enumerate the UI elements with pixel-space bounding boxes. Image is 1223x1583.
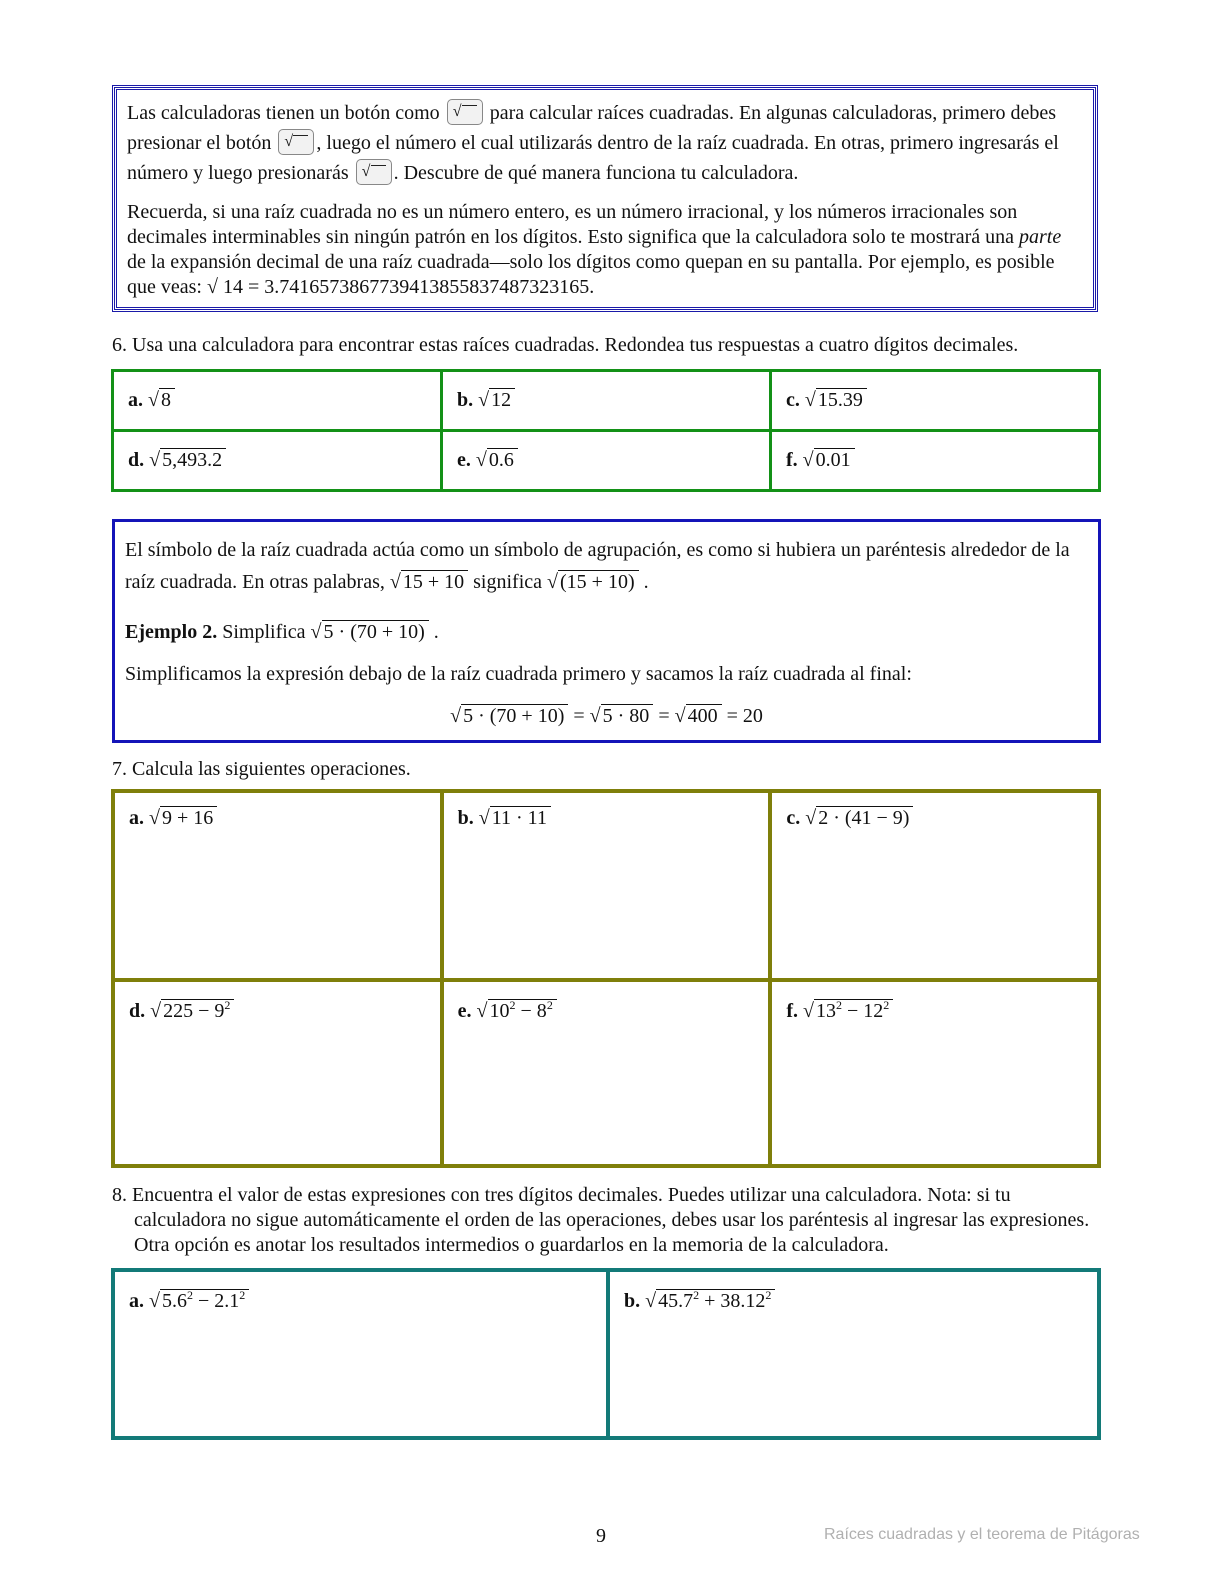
question-7-prompt: 7. Calcula las siguientes operaciones. [112,758,411,780]
q6-cell-c[interactable]: c. √ 15.39 [771,371,1100,431]
q8-cell-b[interactable]: b. √ $45.7^2 + 38.12^2$ [608,1270,1099,1438]
q6-cell-d[interactable]: d. √ 5,493.2 [113,431,442,491]
q8-cell-a[interactable]: a. √ $5.6^2 - 2.1^2$ [113,1270,608,1438]
question-8-prompt: 8. Encuentra el valor de estas expresiones con tres dígitos decimales. Puedes utilizar una calculadora. Nota: si tu calculadora no sigue automáticamente el orden de las operaciones, debes usar los paréntesis al ingresar las expresiones. Otra opción es anotar los resultados intermedios o guardarlos en la memoria de la calculadora. [112,1184,1090,1256]
question-7-table [111,789,1101,1168]
info-paragraph-1: Las calculadoras tienen un botón como √ para calcular raíces cuadradas. En algunas calculadoras, primero debes presionar el botón √ , luego el número el cual utilizarás dentro de la raíz cuadrada. En otras, primero ingresarás el número y luego presionarás √ . Descubre de qué manera funciona tu calculadora. [127,98,1083,188]
square-root-key-icon: √ [356,159,392,185]
info-paragraph-2: Recuerda, si una raíz cuadrada no es un número entero, es un número irracional, y los números irracionales son decimales interminables sin ningún patrón en los dígitos. Esto significa que la calculadora solo te mostrará una parte de la expansión decimal de una raíz cuadrada—solo los dígitos como quepan en su pantalla. Por ejemplo, es posible que veas: √ 14 = 3.7416573867739413855837487323165. [127,201,1062,298]
footer-title: Raíces cuadradas y el teorema de Pitágoras [824,1526,1140,1543]
q6-cell-b[interactable]: b. √ 12 [442,371,771,431]
q7-cell-f[interactable]: f. √ $13^2 - 12^2$ [770,980,1099,1166]
q7-cell-a[interactable]: a. √ 9 + 16 [113,791,442,980]
example-2: Ejemplo 2. Simplifica √ 5 · (70 + 10) . [125,621,439,643]
grouping-symbol-info-box [112,519,1101,743]
q7-cell-e[interactable]: e. √ $10^2 - 8^2$ [442,980,771,1166]
q6-cell-f[interactable]: f. √ 0.01 [771,431,1100,491]
example-explanation: Simplificamos la expresión debajo de la raíz cuadrada primero y sacamos la raíz cuadrada al final: [125,663,912,685]
square-root-key-icon: √ [447,99,483,125]
grouping-paragraph: El símbolo de la raíz cuadrada actúa como un símbolo de agrupación, es como si hubiera un paréntesis alrededor de la raíz cuadrada. En otras palabras, √ 15 + 10 significa √ (15 + 10) . [125,539,1070,593]
q7-cell-c[interactable]: c. √ 2 · (41 − 9) [770,791,1099,980]
question-8-table [111,1268,1101,1440]
page-number: 9 [596,1525,606,1547]
example-solution: √ 5 · (70 + 10) = √ 5 · 80 = √ 400 = 20 [450,705,763,727]
q7-cell-d[interactable]: d. √ $225 - 9^2$ [113,980,442,1166]
sqrt-14-example: √ 14 = 3.7416573867739413855837487323165. [206,276,595,298]
q6-cell-e[interactable]: e. √ 0.6 [442,431,771,491]
q7-cell-b[interactable]: b. √ 11 · 11 [442,791,771,980]
question-6-table [111,369,1101,492]
q6-cell-a[interactable]: a. √ 8 [113,371,442,431]
square-root-key-icon: √ [278,129,314,155]
calculator-info-box [112,85,1098,312]
question-6-prompt: 6. Usa una calculadora para encontrar estas raíces cuadradas. Redondea tus respuestas a cuatro dígitos decimales. [112,334,1019,356]
